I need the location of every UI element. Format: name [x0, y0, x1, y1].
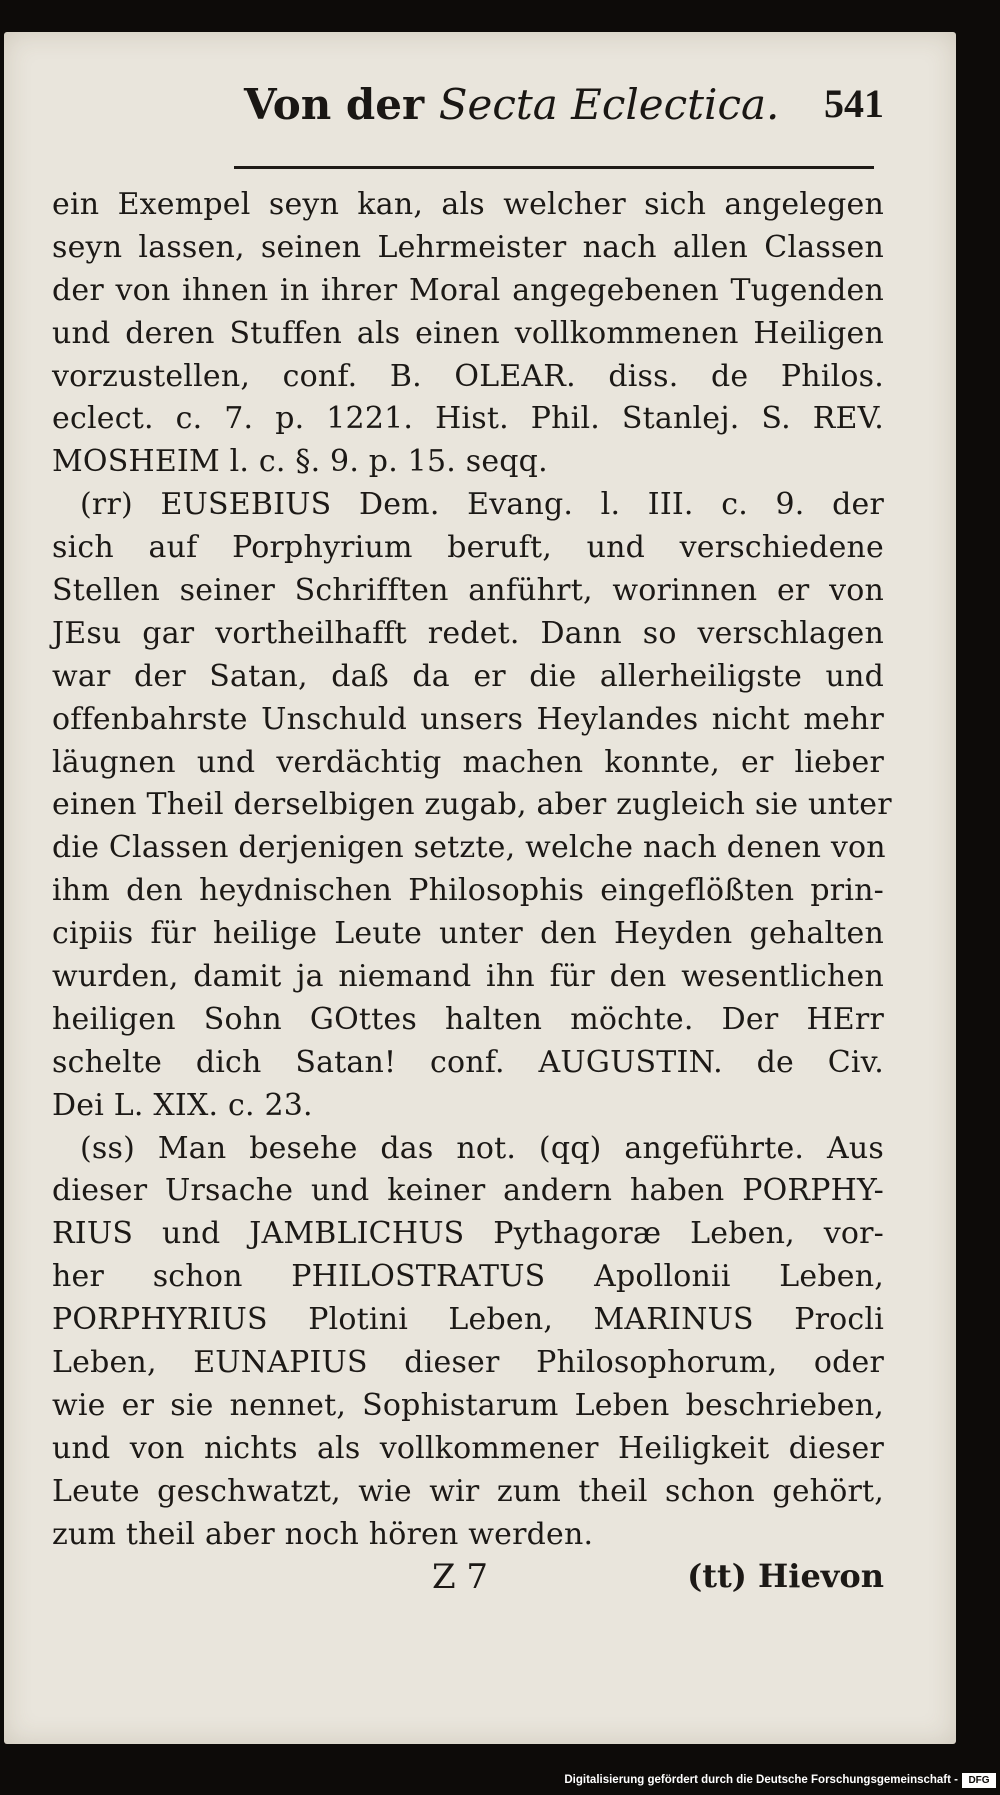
- text-line: die Classen derjenigen setzte, welche nach denen von: [52, 830, 886, 866]
- text-line: wurden, damit ja niemand ihn für den wesentlichen: [52, 959, 884, 995]
- text-line: cipiis für heilige Leute unter den Heyden gehalten: [52, 916, 884, 952]
- funding-credit: Digitalisierung gefördert durch die Deutsche Forschungsgemeinschaft -: [564, 1774, 958, 1786]
- text-line: RIUS und JAMBLICHUS Pythagoræ Leben, vor-: [52, 1216, 884, 1252]
- text-line: einen Theil derselbigen zugab, aber zugleich sie unter: [52, 787, 892, 823]
- text-line: läugnen und verdächtig machen konnte, er lieber: [52, 744, 884, 780]
- text-line: wie er sie nennet, Sophistarum Leben beschrieben,: [52, 1387, 884, 1423]
- text-line: schelte dich Satan! conf. AUGUSTIN. de Civ.: [52, 1044, 884, 1080]
- text-line: (rr) EUSEBIUS Dem. Evang. l. III. c. 9. der: [80, 487, 884, 523]
- text-line: seyn lassen, seinen Lehrmeister nach allen Classen: [52, 229, 884, 265]
- text-line: offenbahrste Unschuld unsers Heylandes nicht mehr: [52, 701, 884, 737]
- signature-mark: Z 7: [432, 1557, 489, 1597]
- body-text: [52, 184, 892, 1557]
- text-line: her schon PHILOSTRATUS Apollonii Leben,: [52, 1259, 884, 1295]
- text-line: vorzustellen, conf. B. OLEAR. diss. de Philos.: [52, 358, 884, 394]
- text-line: und von nichts als vollkommener Heiligkeit dieser: [52, 1430, 884, 1466]
- text-line: eclect. c. 7. p. 1221. Hist. Phil. Stanlej. S. REV.: [52, 401, 884, 437]
- text-line: Dei L. XIX. c. 23.: [52, 1087, 313, 1123]
- running-title: [244, 80, 779, 129]
- text-line: JEsu gar vortheilhafft redet. Dann so verschlagen: [52, 615, 884, 651]
- text-line: dieser Ursache und keiner andern haben PORPHY-: [52, 1173, 884, 1209]
- running-header: [244, 80, 884, 154]
- text-line: war der Satan, daß da er die allerheiligste und: [52, 658, 884, 694]
- header-rule: [234, 166, 874, 169]
- book-page: [4, 32, 956, 1744]
- text-line: Stellen seiner Schrifften anführt, worinnen er von: [52, 573, 884, 609]
- page-bottom: [52, 1557, 884, 1607]
- running-title-german: Von der: [244, 80, 425, 129]
- text-line: zum theil aber noch hören werden.: [52, 1516, 594, 1552]
- catchword: (tt) Hievon: [687, 1557, 884, 1595]
- text-line: sich auf Porphyrium beruft, und verschiedene: [52, 530, 884, 566]
- page-number: 541: [824, 81, 884, 126]
- text-line: Leben, EUNAPIUS dieser Philosophorum, oder: [52, 1345, 884, 1381]
- text-line: (ss) Man besehe das not. (qq) angeführte. Aus: [80, 1130, 884, 1166]
- text-line: heiligen Sohn GOttes halten möchte. Der HErr: [52, 1001, 884, 1037]
- text-line: MOSHEIM l. c. §. 9. p. 15. seqq.: [52, 444, 548, 480]
- running-title-latin: Secta Eclectica.: [438, 80, 780, 129]
- text-line: Leute geschwatzt, wie wir zum theil schon gehört,: [52, 1473, 884, 1509]
- text-line: und deren Stuffen als einen vollkommenen Heiligen: [52, 315, 884, 351]
- dfg-logo: DFG: [962, 1773, 996, 1788]
- digitization-footer: [564, 1772, 1000, 1792]
- text-line: ein Exempel seyn kan, als welcher sich angelegen: [52, 187, 884, 222]
- text-line: ihm den heydnischen Philosophis eingeflößten prin-: [52, 873, 884, 909]
- text-line: PORPHYRIUS Plotini Leben, MARINUS Procli: [52, 1302, 884, 1338]
- text-line: der von ihnen in ihrer Moral angegebenen Tugenden: [52, 272, 884, 308]
